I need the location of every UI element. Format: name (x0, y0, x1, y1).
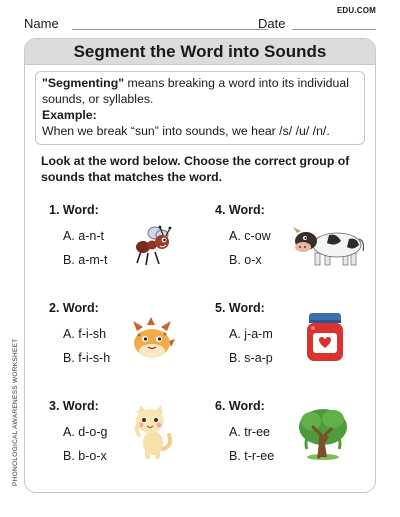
definition-paragraph (42, 75, 358, 107)
option-a[interactable]: A. tr-ee (229, 425, 270, 439)
option-a[interactable]: A. c-ow (229, 229, 271, 243)
example-text: When we break “sun” into sounds, we hear /s/ /u/ /n/. (42, 124, 330, 138)
worksheet-category-label: PHONOLOGICAL AWARENESS WORKSHEET (12, 338, 19, 486)
cat-icon (131, 405, 173, 461)
option-b[interactable]: B. f-i-s-h (63, 351, 111, 365)
date-label: Date (258, 16, 286, 31)
question-title: 2. Word: (49, 301, 99, 315)
worksheet-card (24, 38, 376, 493)
option-b[interactable]: B. a-m-t (63, 253, 108, 267)
option-a[interactable]: A. a-n-t (63, 229, 104, 243)
definition-text: means breaking a word into its individual sounds, or syllables. (42, 76, 349, 106)
example-label: Example: (42, 108, 97, 122)
ant-icon (133, 223, 173, 269)
fish-icon (129, 317, 175, 363)
question-4 (215, 203, 375, 283)
question-6 (215, 399, 375, 479)
brand-logo: EDU.COM (336, 6, 376, 15)
option-a[interactable]: A. d-o-g (63, 425, 108, 439)
worksheet-title: Segment the Word into Sounds (25, 39, 375, 65)
name-label: Name (24, 16, 59, 31)
option-b[interactable]: B. b-o-x (63, 449, 107, 463)
cow-icon (293, 225, 365, 267)
definition-box (35, 71, 365, 145)
question-2 (49, 301, 209, 381)
option-a[interactable]: A. f-i-sh (63, 327, 107, 341)
option-a[interactable]: A. j-a-m (229, 327, 273, 341)
question-title: 6. Word: (215, 399, 265, 413)
header-row (24, 14, 376, 34)
instructions: Look at the word below. Choose the correct group of sounds that matches the word. (41, 154, 350, 184)
question-title: 1. Word: (49, 203, 99, 217)
question-3 (49, 399, 209, 479)
question-title: 5. Word: (215, 301, 265, 315)
option-b[interactable]: B. s-a-p (229, 351, 273, 365)
date-line[interactable] (292, 29, 376, 30)
definition-term: "Segmenting" (42, 76, 125, 90)
name-line[interactable] (72, 29, 268, 30)
option-b[interactable]: B. t-r-ee (229, 449, 275, 463)
question-title: 3. Word: (49, 399, 99, 413)
question-1 (49, 203, 209, 283)
jam-jar-icon (305, 311, 345, 363)
tree-icon (297, 405, 349, 461)
question-title: 4. Word: (215, 203, 265, 217)
option-b[interactable]: B. o-x (229, 253, 262, 267)
question-5 (215, 301, 375, 381)
